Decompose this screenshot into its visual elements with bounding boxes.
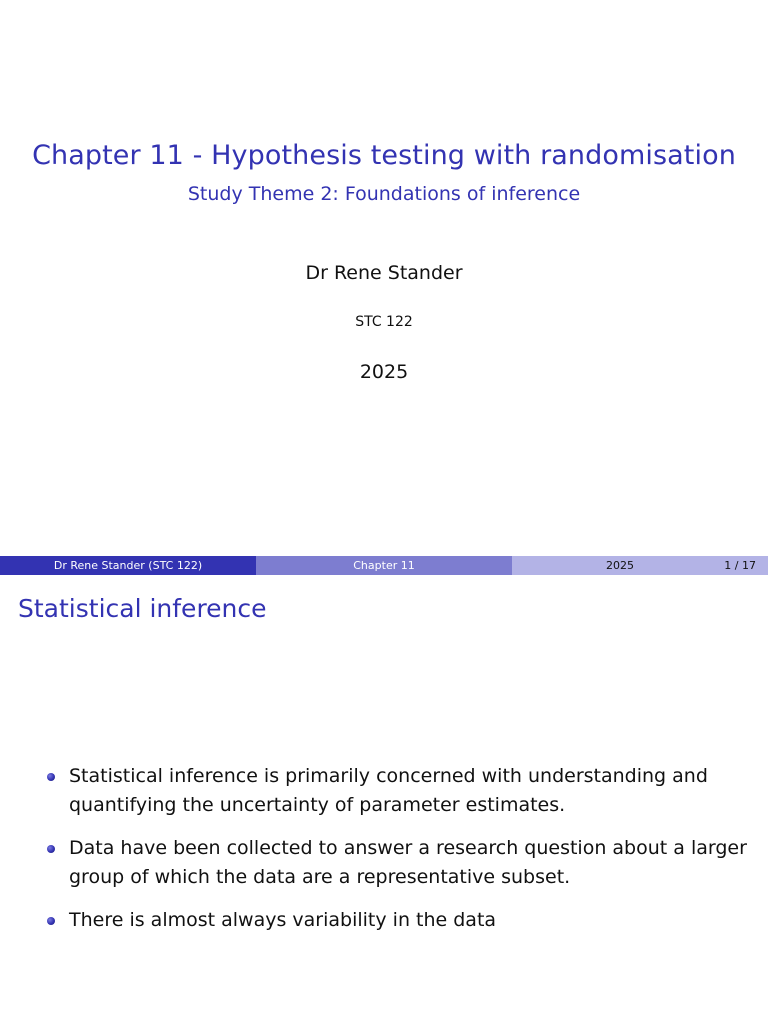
bullet-icon — [47, 845, 55, 853]
bullet-text: There is almost always variability in the data — [69, 909, 497, 931]
author-name: Dr Rene Stander — [305, 262, 463, 284]
slide-footer — [0, 556, 768, 575]
bullet-icon — [47, 917, 55, 925]
presentation-subtitle: Study Theme 2: Foundations of inference — [187, 183, 581, 205]
presentation-title: Chapter 11 - Hypothesis testing with randomisation — [32, 140, 736, 171]
frame-title: Statistical inference — [18, 594, 267, 623]
list-item — [44, 762, 754, 820]
course-code: STC 122 — [355, 314, 413, 330]
footer-chapter: Chapter 11 — [256, 556, 512, 575]
footer-date: 2025 — [606, 559, 634, 572]
footer-author-course: Dr Rene Stander (STC 122) — [0, 556, 256, 575]
bullet-icon — [47, 773, 55, 781]
footer-page-number: 1 / 17 — [724, 559, 756, 572]
list-item — [44, 834, 754, 892]
bullet-text: Data have been collected to answer a research question about a larger group of which the data are a representative subset. — [69, 837, 747, 888]
list-item — [44, 906, 754, 935]
content-slide — [0, 576, 768, 1024]
footer-date-page — [512, 556, 768, 575]
bullet-text: Statistical inference is primarily concerned with understanding and quantifying the uncertainty of parameter estimates. — [69, 765, 708, 816]
bullet-list — [44, 762, 754, 949]
presentation-date: 2025 — [359, 361, 409, 383]
